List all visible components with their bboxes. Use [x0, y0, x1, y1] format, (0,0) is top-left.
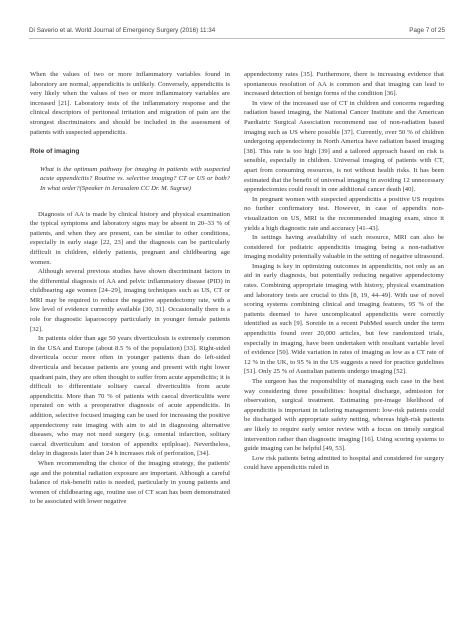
paragraph: When the values of two or more inflammatory variables found in laboratory are normal, appendicitis is unlikely. Conversely, appendicitis is very likely when the values of two or more inflammatory variables are increased [21]. Laboratory tests of the inflammatory response and the clinical descriptors of peritoneal irritation and migration of pain are the strongest discriminators and should be included in the assessment of patients with suspected appendicitis.: [30, 71, 230, 136]
paragraph: In patients older than age 50 years diverticulosis is extremely common in the USA and Europe (about 8.5 % of the population) [33]. Right-sided diverticula occur more often in younger patients than do left-sided diverticula and because patients are young and present with right lower quadrant pain, they are often thought to suffer from acute appendicitis; it is difficult to differentiate solitary caecal diverticulitis from acute appendicitis. More than 70 % of patients with caecal diverticulitis were operated on with a preoperative diagnosis of acute appendicitis. In addition, selective focused imaging can be used for increasing the positive appendectomy rate imaging with aim to aid in diagnosing alternative diseases, who may not need surgery (e.g. omental infarction, solitary caecal diverticulum and torsion of appendix epilploae). Nevertheless, delay in diagnosis later than 24 h increases risk of perforation, [34].: [30, 335, 230, 458]
paragraph: In settings having availability of such resource, MRI can also be considered for pediatric appendicitis imaging being a non-radiative imaging modality potentially valuable in the setting of negative ultrasound.: [244, 234, 444, 261]
left-column: [30, 70, 230, 507]
page-number: Page 7 of 25: [409, 27, 445, 34]
journal-citation: Di Saverio et al. World Journal of Emergency Surgery (2016) 11:34: [29, 27, 216, 34]
paragraph: Low risk patients being admitted to hospital and considered for surgery could have appendicitis ruled in: [244, 454, 444, 472]
section-question: What is the optimum pathway for imaging in patients with suspected acute appendicitis? Routine vs. selective imaging? CT or US or both? In what order?(Speaker in Jerusalem CC Dr. M. Sugrue): [40, 165, 230, 192]
paragraph: Imaging is key in optimizing outcomes in appendicitis, not only as an aid in early diagnosis, but potentially reducing negative appendectomy rates. Combining appropriate imaging with history, physical examination and laboratory tests are crucial to this [8, 19, 44–49]. With use of novel scoring systems combining clinical and imaging features, 95 % of the patients deemed to have uncomplicated appendicitis were correctly identified as such [9]. Soreide in a recent PubMed search under the term appendicitis found over 20,000 articles, but few randomized trials, especially in imaging, have been undertaken with resultant variable level of evidence [50]. Wide variation in rates of imaging as low as a CT rate of 12 % in the UK, to 95 % in the US suggests a need for practice guidelines [51]. Only 25 % of Australian patients undergo imaging [52].: [244, 262, 444, 376]
paragraph: appendectomy rates [35]. Furthermore, there is increasing evidence that spontaneous resolution of AA is common and that imaging can lead to increased detection of benign forms of the condition [36].: [244, 71, 444, 98]
paragraph: Although several previous studies have shown discriminant factors in the differential diagnosis of AA and pelvic inflammatory disease (PID) in childbearing age women [24–29], imaging techniques such as US, CT or MRI may be required to reduce the negative appendectomy rate, with a low level of evidence currently available [30, 31]. Occasionally there is a role for diagnostic laparoscopy particularly in younger female patients [32].: [30, 268, 230, 333]
paragraph: In view of the increased use of CT in children and concerns regarding radiation based imaging, the National Cancer Institute and the American Paediatric Surgical Association recommend use of non-radiation based imaging such as US where possible [37]. Currently, over 50 % of children undergoing appendectomy in North America have radiation based imaging [38]. This rate is too high [39] and a tailored approach based on risk is sensible, especially in children. Universal imaging of patients with CT, apart from consuming resources, is not without health risks. It has been estimated that the benefit of universal imaging in avoiding 12 unnecessary appendectomies could result in one additional cancer death [40].: [244, 99, 444, 194]
page-header: [29, 27, 445, 34]
right-column: [244, 70, 444, 473]
paragraph: In pregnant women with suspected appendicitis a positive US requires no further confirmatory test. However, in case of appendix non-visualization on US, MRI is the recommended imaging exam, since it yields a high diagnostic rate and accuracy [41–43].: [244, 195, 444, 232]
paragraph: The surgeon has the responsibility of managing each case in the best way considering three possibilities: hospital discharge, admission for observation, surgical treatment. Estimating pre-image likelihood of appendicitis is important in tailoring management: low-risk patients could be discharged with appropriate safety netting, whereas high-risk patients are likely to require early senior review with a focus on timely surgical intervention rather than diagnostic imaging [16]. Using scoring systems to guide imaging can be helpful [49, 53].: [244, 378, 444, 453]
paragraph: When recommending the choice of the imaging strategy, the patients' age and the potential radiation exposure are important. Although a careful balance of risk-benefit ratio is needed, particularly in young patients and women of childbearing age, routine use of CT scan has been demonstrated to be associated with lower negative: [30, 459, 230, 506]
section-heading: Role of imaging: [30, 148, 80, 156]
header-divider: [29, 38, 445, 39]
paragraph: Diagnosis of AA is made by clinical history and physical examination the typical symptoms and laboratory signs may be absent in 20–33 % of patients, and when they are present, can be similar to other conditions, especially in early stage [22, 23] and the diagnosis can be particularly difficult in children, elderly patients, pregnant and childbearing age women.: [30, 210, 230, 266]
